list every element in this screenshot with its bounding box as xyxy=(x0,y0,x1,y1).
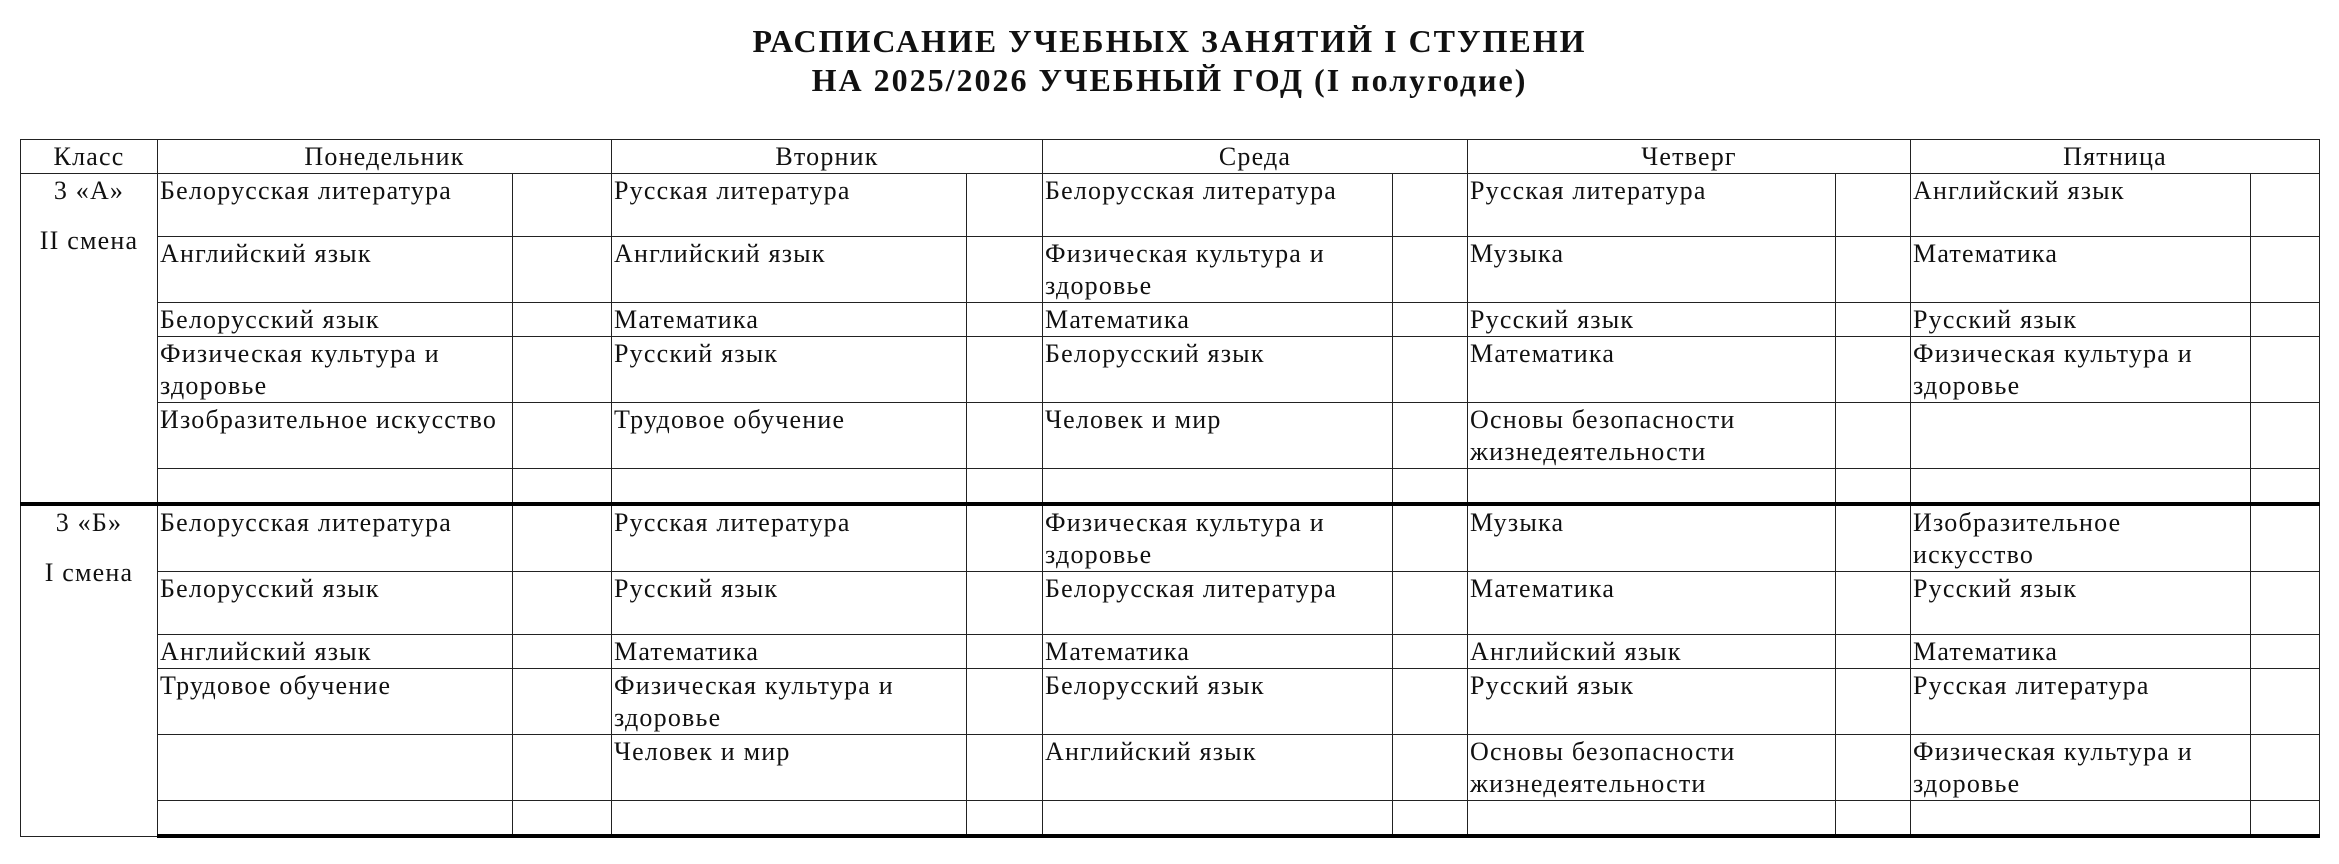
class-cell xyxy=(21,174,158,505)
subject-cell: Белорусская литература xyxy=(1043,572,1393,635)
room-cell xyxy=(1836,735,1911,801)
subject-cell: Белорусская литература xyxy=(158,504,513,572)
subject-cell: Русский язык xyxy=(612,337,967,403)
subject-cell: Математика xyxy=(1468,572,1836,635)
subject-cell: Белорусский язык xyxy=(1043,669,1393,735)
room-cell xyxy=(967,635,1043,669)
subject-cell: Белорусский язык xyxy=(158,572,513,635)
room-cell xyxy=(1836,469,1911,505)
room-cell xyxy=(1836,635,1911,669)
room-cell xyxy=(2251,403,2320,469)
subject-cell: Русский язык xyxy=(1468,669,1836,735)
room-cell xyxy=(1836,403,1911,469)
room-cell xyxy=(967,801,1043,837)
subject-cell xyxy=(158,735,513,801)
subject-cell: Русский язык xyxy=(1911,303,2251,337)
room-cell xyxy=(967,237,1043,303)
subject-cell xyxy=(612,469,967,505)
class-shift: II смена xyxy=(39,226,139,255)
header-row xyxy=(21,140,2320,174)
room-cell xyxy=(967,174,1043,237)
subject-cell: Математика xyxy=(1911,635,2251,669)
header-day-thursday: Четверг xyxy=(1468,140,1911,174)
subject-cell xyxy=(1468,801,1836,837)
class-cell xyxy=(21,504,158,836)
header-day-tuesday: Вторник xyxy=(612,140,1043,174)
subject-cell xyxy=(1043,801,1393,837)
room-cell xyxy=(1836,504,1911,572)
subject-cell: Физическая культура и здоровье xyxy=(1911,735,2251,801)
room-cell xyxy=(513,735,612,801)
room-cell xyxy=(967,337,1043,403)
table-row xyxy=(21,669,2320,735)
subject-cell: Белорусская литература xyxy=(1043,174,1393,237)
subject-cell: Физическая культура и здоровье xyxy=(158,337,513,403)
subject-cell: Русский язык xyxy=(612,572,967,635)
room-cell xyxy=(967,469,1043,505)
subject-cell: Математика xyxy=(612,635,967,669)
room-cell xyxy=(513,801,612,837)
room-cell xyxy=(1836,337,1911,403)
subject-cell: Музыка xyxy=(1468,504,1836,572)
subject-cell xyxy=(1468,469,1836,505)
subject-cell: Физическая культура и здоровье xyxy=(1043,237,1393,303)
subject-cell: Русский язык xyxy=(1911,572,2251,635)
room-cell xyxy=(1393,237,1468,303)
table-row xyxy=(21,735,2320,801)
subject-cell: Английский язык xyxy=(1468,635,1836,669)
subject-cell: Основы безопасности жизнедеятельности xyxy=(1468,403,1836,469)
subject-cell: Белорусский язык xyxy=(1043,337,1393,403)
room-cell xyxy=(2251,174,2320,237)
subject-cell: Английский язык xyxy=(158,237,513,303)
room-cell xyxy=(513,504,612,572)
subject-cell xyxy=(1043,469,1393,505)
room-cell xyxy=(1836,303,1911,337)
table-row xyxy=(21,469,2320,505)
room-cell xyxy=(1393,801,1468,837)
subject-cell: Математика xyxy=(1468,337,1836,403)
subject-cell: Трудовое обучение xyxy=(158,669,513,735)
subject-cell: Русская литература xyxy=(1911,669,2251,735)
schedule-body xyxy=(21,174,2320,837)
room-cell xyxy=(1393,572,1468,635)
room-cell xyxy=(1393,735,1468,801)
subject-cell: Русская литература xyxy=(612,174,967,237)
room-cell xyxy=(1836,801,1911,837)
room-cell xyxy=(513,635,612,669)
room-cell xyxy=(1836,237,1911,303)
room-cell xyxy=(513,337,612,403)
header-day-wednesday: Среда xyxy=(1043,140,1468,174)
subject-cell xyxy=(158,469,513,505)
room-cell xyxy=(2251,669,2320,735)
room-cell xyxy=(2251,237,2320,303)
header-class: Класс xyxy=(21,140,158,174)
room-cell xyxy=(1836,572,1911,635)
subject-cell xyxy=(1911,801,2251,837)
subject-cell: Изобразительное искусство xyxy=(1911,504,2251,572)
subject-cell: Белорусский язык xyxy=(158,303,513,337)
table-row xyxy=(21,504,2320,572)
room-cell xyxy=(513,174,612,237)
subject-cell: Человек и мир xyxy=(1043,403,1393,469)
room-cell xyxy=(1393,303,1468,337)
subject-cell xyxy=(1911,403,2251,469)
subject-cell: Математика xyxy=(1043,303,1393,337)
subject-cell: Русская литература xyxy=(1468,174,1836,237)
room-cell xyxy=(513,237,612,303)
schedule-table xyxy=(20,139,2320,838)
room-cell xyxy=(2251,635,2320,669)
room-cell xyxy=(2251,469,2320,505)
subject-cell: Математика xyxy=(1911,237,2251,303)
table-row xyxy=(21,303,2320,337)
room-cell xyxy=(1836,174,1911,237)
table-row xyxy=(21,337,2320,403)
subject-cell: Трудовое обучение xyxy=(612,403,967,469)
table-row xyxy=(21,237,2320,303)
table-row xyxy=(21,801,2320,837)
room-cell xyxy=(2251,735,2320,801)
subject-cell: Музыка xyxy=(1468,237,1836,303)
room-cell xyxy=(1836,669,1911,735)
room-cell xyxy=(2251,337,2320,403)
subject-cell: Математика xyxy=(612,303,967,337)
room-cell xyxy=(1393,669,1468,735)
subject-cell: Белорусская литература xyxy=(158,174,513,237)
table-header xyxy=(21,140,2320,174)
title-line-1: РАСПИСАНИЕ УЧЕБНЫХ ЗАНЯТИЙ I СТУПЕНИ xyxy=(752,23,1587,59)
room-cell xyxy=(2251,504,2320,572)
class-name: 3 «А» xyxy=(53,176,125,205)
header-day-monday: Понедельник xyxy=(158,140,612,174)
subject-cell: Физическая культура и здоровье xyxy=(612,669,967,735)
subject-cell: Изобразительное искусство xyxy=(158,403,513,469)
room-cell xyxy=(2251,572,2320,635)
subject-cell: Английский язык xyxy=(1043,735,1393,801)
room-cell xyxy=(513,572,612,635)
subject-cell: Английский язык xyxy=(158,635,513,669)
room-cell xyxy=(967,572,1043,635)
room-cell xyxy=(2251,303,2320,337)
subject-cell: Английский язык xyxy=(612,237,967,303)
subject-cell xyxy=(612,801,967,837)
room-cell xyxy=(1393,174,1468,237)
subject-cell: Основы безопасности жизнедеятельности xyxy=(1468,735,1836,801)
room-cell xyxy=(2251,801,2320,837)
table-row xyxy=(21,174,2320,237)
subject-cell xyxy=(1911,469,2251,505)
subject-cell: Русский язык xyxy=(1468,303,1836,337)
room-cell xyxy=(513,669,612,735)
subject-cell xyxy=(158,801,513,837)
room-cell xyxy=(513,303,612,337)
subject-cell: Физическая культура и здоровье xyxy=(1043,504,1393,572)
room-cell xyxy=(1393,337,1468,403)
room-cell xyxy=(1393,469,1468,505)
class-shift: I смена xyxy=(44,558,134,587)
room-cell xyxy=(967,403,1043,469)
subject-cell: Человек и мир xyxy=(612,735,967,801)
room-cell xyxy=(967,669,1043,735)
header-day-friday: Пятница xyxy=(1911,140,2320,174)
room-cell xyxy=(967,303,1043,337)
table-row xyxy=(21,635,2320,669)
subject-cell: Английский язык xyxy=(1911,174,2251,237)
subject-cell: Русская литература xyxy=(612,504,967,572)
room-cell xyxy=(1393,403,1468,469)
class-name: 3 «Б» xyxy=(55,508,123,537)
table-row xyxy=(21,572,2320,635)
room-cell xyxy=(967,504,1043,572)
room-cell xyxy=(1393,635,1468,669)
subject-cell: Физическая культура и здоровье xyxy=(1911,337,2251,403)
subject-cell: Математика xyxy=(1043,635,1393,669)
room-cell xyxy=(513,403,612,469)
room-cell xyxy=(1393,504,1468,572)
title-line-2: НА 2025/2026 УЧЕБНЫЙ ГОД (I полугодие) xyxy=(811,62,1528,98)
schedule-title xyxy=(0,22,2339,100)
room-cell xyxy=(513,469,612,505)
room-cell xyxy=(967,735,1043,801)
table-row xyxy=(21,403,2320,469)
